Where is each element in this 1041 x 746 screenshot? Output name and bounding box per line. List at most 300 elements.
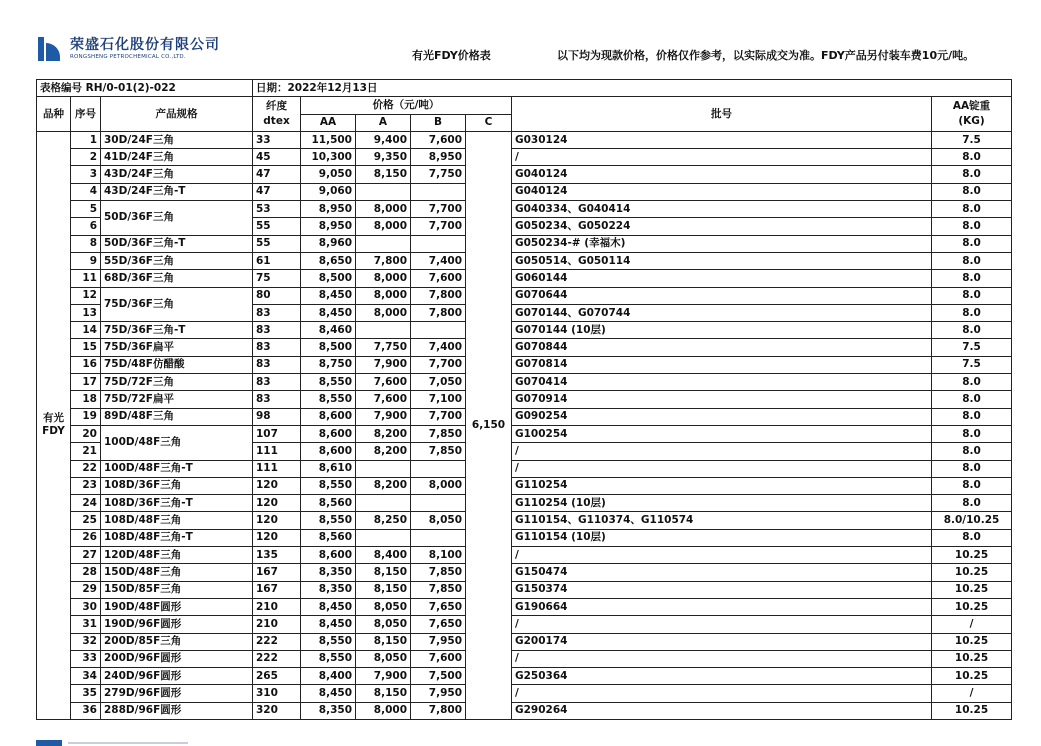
price-b-cell: 7,800 xyxy=(411,702,466,719)
price-aa-cell: 8,460 xyxy=(301,322,356,339)
spec-cell: 190D/96F圆形 xyxy=(101,616,253,633)
spec-cell: 108D/48F三角 xyxy=(101,512,253,529)
dtex-cell: 45 xyxy=(253,149,301,166)
seq-cell: 9 xyxy=(71,252,101,269)
seq-cell: 23 xyxy=(71,477,101,494)
price-a-cell xyxy=(356,529,411,546)
price-b-cell: 7,850 xyxy=(411,425,466,442)
spec-cell: 75D/36F三角-T xyxy=(101,322,253,339)
price-a-cell: 8,050 xyxy=(356,598,411,615)
dtex-cell: 120 xyxy=(253,477,301,494)
price-a-cell: 8,400 xyxy=(356,547,411,564)
col-batch: 批号 xyxy=(512,97,932,132)
batch-cell: / xyxy=(512,547,932,564)
price-aa-cell: 8,610 xyxy=(301,460,356,477)
table-row xyxy=(37,166,1012,183)
aa-weight-cell: 8.0 xyxy=(932,201,1012,218)
price-b-cell: 7,600 xyxy=(411,131,466,148)
table-row xyxy=(37,322,1012,339)
price-aa-cell: 9,050 xyxy=(301,166,356,183)
price-a-cell: 9,400 xyxy=(356,131,411,148)
col-fineness-unit: dtex xyxy=(263,115,290,128)
aa-weight-cell: 8.0 xyxy=(932,235,1012,252)
price-a-cell xyxy=(356,322,411,339)
dtex-cell: 120 xyxy=(253,529,301,546)
spec-cell: 200D/85F三角 xyxy=(101,633,253,650)
document-title: 有光FDY价格表 xyxy=(412,49,491,62)
dtex-cell: 47 xyxy=(253,183,301,200)
spec-cell: 68D/36F三角 xyxy=(101,270,253,287)
spec-cell: 150D/48F三角 xyxy=(101,564,253,581)
price-aa-cell: 8,750 xyxy=(301,356,356,373)
spec-cell: 150D/85F三角 xyxy=(101,581,253,598)
aa-weight-cell: 8.0 xyxy=(932,287,1012,304)
price-aa-cell: 11,500 xyxy=(301,131,356,148)
price-a-cell xyxy=(356,183,411,200)
batch-cell: G040124 xyxy=(512,166,932,183)
price-b-cell: 7,700 xyxy=(411,356,466,373)
price-b-cell: 7,850 xyxy=(411,581,466,598)
col-price-b: B xyxy=(411,114,466,131)
batch-cell: G110254 xyxy=(512,477,932,494)
aa-weight-cell: 8.0/10.25 xyxy=(932,512,1012,529)
batch-cell: / xyxy=(512,443,932,460)
price-a-cell: 7,600 xyxy=(356,391,411,408)
table-row xyxy=(37,201,1012,218)
price-b-cell: 7,500 xyxy=(411,668,466,685)
price-aa-cell: 9,060 xyxy=(301,183,356,200)
seq-cell: 31 xyxy=(71,616,101,633)
seq-cell: 6 xyxy=(71,218,101,235)
dtex-cell: 98 xyxy=(253,408,301,425)
col-price-aa: AA xyxy=(301,114,356,131)
dtex-cell: 83 xyxy=(253,339,301,356)
price-aa-cell: 8,600 xyxy=(301,425,356,442)
spec-cell: 41D/24F三角 xyxy=(101,149,253,166)
dtex-cell: 47 xyxy=(253,166,301,183)
price-b-cell: 8,000 xyxy=(411,477,466,494)
batch-cell: G090254 xyxy=(512,408,932,425)
price-aa-cell: 8,560 xyxy=(301,529,356,546)
price-aa-cell: 8,560 xyxy=(301,495,356,512)
table-row xyxy=(37,650,1012,667)
price-aa-cell: 10,300 xyxy=(301,149,356,166)
spec-cell: 75D/36F扁平 xyxy=(101,339,253,356)
price-b-cell xyxy=(411,183,466,200)
aa-weight-cell: 8.0 xyxy=(932,460,1012,477)
table-row xyxy=(37,616,1012,633)
seq-cell: 1 xyxy=(71,131,101,148)
col-price-group: 价格（元/吨） xyxy=(301,97,512,114)
seq-cell: 26 xyxy=(71,529,101,546)
document-note: 以下均为现款价格，价格仅作参考，以实际成交为准。FDY产品另付装车费10元/吨。 xyxy=(557,49,975,62)
price-b-cell: 7,750 xyxy=(411,166,466,183)
aa-weight-cell: 10.25 xyxy=(932,547,1012,564)
spec-cell: 100D/48F三角 xyxy=(101,425,253,460)
price-b-cell xyxy=(411,460,466,477)
price-aa-cell: 8,350 xyxy=(301,564,356,581)
batch-cell: G110154、G110374、G110574 xyxy=(512,512,932,529)
dtex-cell: 320 xyxy=(253,702,301,719)
table-row xyxy=(37,581,1012,598)
seq-cell: 14 xyxy=(71,322,101,339)
price-b-cell xyxy=(411,495,466,512)
form-number: 表格编号 RH/0-01(2)-022 xyxy=(37,80,253,97)
price-b-cell xyxy=(411,235,466,252)
batch-cell: G110154 (10层) xyxy=(512,529,932,546)
price-b-cell xyxy=(411,529,466,546)
table-row xyxy=(37,598,1012,615)
price-a-cell: 7,600 xyxy=(356,374,411,391)
price-b-cell: 7,050 xyxy=(411,374,466,391)
batch-cell: G190664 xyxy=(512,598,932,615)
rongsheng-logo-icon xyxy=(36,35,64,63)
col-seq: 序号 xyxy=(71,97,101,132)
company-name-cn: 荣盛石化股份有限公司 xyxy=(70,37,220,53)
spec-cell: 108D/36F三角-T xyxy=(101,495,253,512)
company-logo xyxy=(36,34,220,64)
dtex-cell: 111 xyxy=(253,460,301,477)
table-row xyxy=(37,685,1012,702)
table-row xyxy=(37,633,1012,650)
price-a-cell: 8,050 xyxy=(356,616,411,633)
batch-cell: G040124 xyxy=(512,183,932,200)
col-spec: 产品规格 xyxy=(101,97,253,132)
seq-cell: 11 xyxy=(71,270,101,287)
dtex-cell: 210 xyxy=(253,598,301,615)
price-aa-cell: 8,450 xyxy=(301,616,356,633)
price-a-cell: 7,800 xyxy=(356,252,411,269)
aa-weight-cell: 10.25 xyxy=(932,702,1012,719)
spec-cell: 55D/36F三角 xyxy=(101,252,253,269)
col-aa-weight-label: AA锭重 xyxy=(952,100,991,113)
table-row xyxy=(37,149,1012,166)
aa-weight-cell: 7.5 xyxy=(932,131,1012,148)
table-row xyxy=(37,235,1012,252)
aa-weight-cell: 8.0 xyxy=(932,149,1012,166)
table-row xyxy=(37,408,1012,425)
spec-cell: 30D/24F三角 xyxy=(101,131,253,148)
spec-cell: 279D/96F圆形 xyxy=(101,685,253,702)
price-a-cell: 7,900 xyxy=(356,356,411,373)
price-a-cell: 8,200 xyxy=(356,477,411,494)
price-aa-cell: 8,350 xyxy=(301,581,356,598)
spec-cell: 50D/36F三角-T xyxy=(101,235,253,252)
seq-cell: 3 xyxy=(71,166,101,183)
price-b-cell: 7,700 xyxy=(411,218,466,235)
seq-cell: 21 xyxy=(71,443,101,460)
seq-cell: 5 xyxy=(71,201,101,218)
price-a-cell: 8,150 xyxy=(356,581,411,598)
spec-cell: 43D/24F三角 xyxy=(101,166,253,183)
table-row xyxy=(37,529,1012,546)
price-aa-cell: 8,600 xyxy=(301,443,356,460)
price-b-cell: 7,950 xyxy=(411,633,466,650)
batch-cell: G070814 xyxy=(512,356,932,373)
table-row xyxy=(37,477,1012,494)
seq-cell: 16 xyxy=(71,356,101,373)
aa-weight-cell: 8.0 xyxy=(932,495,1012,512)
price-aa-cell: 8,450 xyxy=(301,287,356,304)
aa-weight-cell: 8.0 xyxy=(932,166,1012,183)
price-a-cell: 8,250 xyxy=(356,512,411,529)
variety-cell: 有光FDY xyxy=(37,131,71,719)
price-a-cell: 8,000 xyxy=(356,702,411,719)
spec-cell: 75D/72F三角 xyxy=(101,374,253,391)
dtex-cell: 107 xyxy=(253,425,301,442)
spec-cell: 75D/72F扁平 xyxy=(101,391,253,408)
aa-weight-cell: 8.0 xyxy=(932,183,1012,200)
price-b-cell: 7,700 xyxy=(411,408,466,425)
table-row xyxy=(37,425,1012,442)
seq-cell: 22 xyxy=(71,460,101,477)
aa-weight-cell: / xyxy=(932,685,1012,702)
batch-cell: G290264 xyxy=(512,702,932,719)
table-row xyxy=(37,252,1012,269)
col-fineness-label: 纤度 xyxy=(266,100,287,113)
price-b-cell: 7,850 xyxy=(411,564,466,581)
price-b-cell: 7,800 xyxy=(411,287,466,304)
dtex-cell: 310 xyxy=(253,685,301,702)
dtex-cell: 80 xyxy=(253,287,301,304)
table-row xyxy=(37,512,1012,529)
price-a-cell: 8,200 xyxy=(356,443,411,460)
seq-cell: 28 xyxy=(71,564,101,581)
seq-cell: 24 xyxy=(71,495,101,512)
price-a-cell: 8,000 xyxy=(356,218,411,235)
price-aa-cell: 8,550 xyxy=(301,374,356,391)
batch-cell: / xyxy=(512,650,932,667)
dtex-cell: 222 xyxy=(253,633,301,650)
aa-weight-cell: 10.25 xyxy=(932,598,1012,615)
company-name-en: RONGSHENG PETROCHEMICAL CO.,LTD. xyxy=(70,54,186,60)
seq-cell: 12 xyxy=(71,287,101,304)
price-b-cell: 8,050 xyxy=(411,512,466,529)
dtex-cell: 222 xyxy=(253,650,301,667)
price-a-cell: 8,000 xyxy=(356,287,411,304)
aa-weight-cell: 8.0 xyxy=(932,443,1012,460)
seq-cell: 33 xyxy=(71,650,101,667)
price-aa-cell: 8,550 xyxy=(301,650,356,667)
price-a-cell: 8,150 xyxy=(356,633,411,650)
price-aa-cell: 8,550 xyxy=(301,512,356,529)
aa-weight-cell: 8.0 xyxy=(932,218,1012,235)
page-header xyxy=(0,0,1041,82)
spec-cell: 200D/96F圆形 xyxy=(101,650,253,667)
dtex-cell: 120 xyxy=(253,495,301,512)
table-row xyxy=(37,374,1012,391)
price-aa-cell: 8,550 xyxy=(301,633,356,650)
dtex-cell: 120 xyxy=(253,512,301,529)
batch-cell: G070844 xyxy=(512,339,932,356)
price-aa-cell: 8,550 xyxy=(301,477,356,494)
dtex-cell: 265 xyxy=(253,668,301,685)
spec-cell: 240D/96F圆形 xyxy=(101,668,253,685)
seq-cell: 15 xyxy=(71,339,101,356)
batch-cell: G050234-# (幸福木) xyxy=(512,235,932,252)
dtex-cell: 75 xyxy=(253,270,301,287)
table-row xyxy=(37,564,1012,581)
price-aa-cell: 8,550 xyxy=(301,391,356,408)
spec-cell: 43D/24F三角-T xyxy=(101,183,253,200)
price-table xyxy=(36,79,1012,720)
price-a-cell: 8,150 xyxy=(356,166,411,183)
spec-cell: 108D/36F三角 xyxy=(101,477,253,494)
spec-cell: 75D/48F仿醋酸 xyxy=(101,356,253,373)
dtex-cell: 55 xyxy=(253,218,301,235)
col-variety: 品种 xyxy=(37,97,71,132)
table-row xyxy=(37,702,1012,719)
price-aa-cell: 8,500 xyxy=(301,270,356,287)
seq-cell: 30 xyxy=(71,598,101,615)
spec-cell: 190D/48F圆形 xyxy=(101,598,253,615)
price-aa-cell: 8,350 xyxy=(301,702,356,719)
table-row xyxy=(37,460,1012,477)
aa-weight-cell: 8.0 xyxy=(932,270,1012,287)
price-a-cell xyxy=(356,235,411,252)
col-price-a: A xyxy=(356,114,411,131)
batch-cell: G150374 xyxy=(512,581,932,598)
price-a-cell: 8,050 xyxy=(356,650,411,667)
price-c-cell: 6,150 xyxy=(466,131,512,719)
price-aa-cell: 8,500 xyxy=(301,339,356,356)
spec-cell: 120D/48F三角 xyxy=(101,547,253,564)
table-row xyxy=(37,183,1012,200)
price-a-cell xyxy=(356,460,411,477)
aa-weight-cell: 7.5 xyxy=(932,339,1012,356)
price-a-cell: 7,900 xyxy=(356,408,411,425)
col-aa-weight-unit: (KG) xyxy=(958,115,985,128)
aa-weight-cell: 10.25 xyxy=(932,564,1012,581)
dtex-cell: 83 xyxy=(253,322,301,339)
batch-cell: G100254 xyxy=(512,425,932,442)
table-row xyxy=(37,391,1012,408)
aa-weight-cell: 8.0 xyxy=(932,477,1012,494)
dtex-cell: 135 xyxy=(253,547,301,564)
seq-cell: 2 xyxy=(71,149,101,166)
batch-cell: G250364 xyxy=(512,668,932,685)
seq-cell: 8 xyxy=(71,235,101,252)
aa-weight-cell: / xyxy=(932,616,1012,633)
price-aa-cell: 8,400 xyxy=(301,668,356,685)
seq-cell: 13 xyxy=(71,304,101,321)
dtex-cell: 210 xyxy=(253,616,301,633)
price-a-cell: 8,200 xyxy=(356,425,411,442)
price-aa-cell: 8,450 xyxy=(301,685,356,702)
spec-cell: 288D/96F圆形 xyxy=(101,702,253,719)
price-b-cell: 7,400 xyxy=(411,339,466,356)
price-aa-cell: 8,600 xyxy=(301,408,356,425)
price-aa-cell: 8,650 xyxy=(301,252,356,269)
spec-cell: 50D/36F三角 xyxy=(101,201,253,236)
spec-cell: 75D/36F三角 xyxy=(101,287,253,322)
price-b-cell: 7,650 xyxy=(411,598,466,615)
price-b-cell: 7,600 xyxy=(411,650,466,667)
footer-logo-icon xyxy=(36,738,196,746)
price-aa-cell: 8,600 xyxy=(301,547,356,564)
price-b-cell xyxy=(411,322,466,339)
batch-cell: G030124 xyxy=(512,131,932,148)
batch-cell: / xyxy=(512,616,932,633)
price-aa-cell: 8,450 xyxy=(301,304,356,321)
dtex-cell: 83 xyxy=(253,391,301,408)
aa-weight-cell: 10.25 xyxy=(932,633,1012,650)
batch-cell: G040334、G040414 xyxy=(512,201,932,218)
price-b-cell: 7,950 xyxy=(411,685,466,702)
seq-cell: 19 xyxy=(71,408,101,425)
batch-cell: G060144 xyxy=(512,270,932,287)
batch-cell: G070914 xyxy=(512,391,932,408)
aa-weight-cell: 10.25 xyxy=(932,581,1012,598)
col-price-c: C xyxy=(466,114,512,131)
price-aa-cell: 8,950 xyxy=(301,218,356,235)
dtex-cell: 83 xyxy=(253,374,301,391)
aa-weight-cell: 8.0 xyxy=(932,391,1012,408)
batch-cell: / xyxy=(512,149,932,166)
price-a-cell xyxy=(356,495,411,512)
table-row xyxy=(37,287,1012,304)
col-aa-weight xyxy=(932,97,1012,132)
aa-weight-cell: 8.0 xyxy=(932,304,1012,321)
dtex-cell: 53 xyxy=(253,201,301,218)
aa-weight-cell: 8.0 xyxy=(932,374,1012,391)
seq-cell: 4 xyxy=(71,183,101,200)
seq-cell: 34 xyxy=(71,668,101,685)
price-b-cell: 7,600 xyxy=(411,270,466,287)
dtex-cell: 61 xyxy=(253,252,301,269)
price-aa-cell: 8,950 xyxy=(301,201,356,218)
price-aa-cell: 8,960 xyxy=(301,235,356,252)
price-b-cell: 7,850 xyxy=(411,443,466,460)
price-a-cell: 8,000 xyxy=(356,270,411,287)
spec-cell: 89D/48F三角 xyxy=(101,408,253,425)
batch-cell: G070644 xyxy=(512,287,932,304)
price-b-cell: 8,100 xyxy=(411,547,466,564)
seq-cell: 25 xyxy=(71,512,101,529)
table-row xyxy=(37,270,1012,287)
aa-weight-cell: 8.0 xyxy=(932,252,1012,269)
price-b-cell: 7,400 xyxy=(411,252,466,269)
col-fineness xyxy=(253,97,301,132)
dtex-cell: 33 xyxy=(253,131,301,148)
aa-weight-cell: 8.0 xyxy=(932,408,1012,425)
seq-cell: 36 xyxy=(71,702,101,719)
seq-cell: 29 xyxy=(71,581,101,598)
table-row xyxy=(37,547,1012,564)
price-a-cell: 8,150 xyxy=(356,685,411,702)
dtex-cell: 83 xyxy=(253,356,301,373)
price-b-cell: 7,100 xyxy=(411,391,466,408)
price-a-cell: 7,750 xyxy=(356,339,411,356)
seq-cell: 32 xyxy=(71,633,101,650)
aa-weight-cell: 8.0 xyxy=(932,425,1012,442)
price-a-cell: 8,150 xyxy=(356,564,411,581)
spec-cell: 108D/48F三角-T xyxy=(101,529,253,546)
batch-cell: G070144 (10层) xyxy=(512,322,932,339)
batch-cell: G050514、G050114 xyxy=(512,252,932,269)
dtex-cell: 111 xyxy=(253,443,301,460)
seq-cell: 27 xyxy=(71,547,101,564)
aa-weight-cell: 8.0 xyxy=(932,529,1012,546)
price-a-cell: 9,350 xyxy=(356,149,411,166)
seq-cell: 18 xyxy=(71,391,101,408)
seq-cell: 35 xyxy=(71,685,101,702)
price-a-cell: 8,000 xyxy=(356,304,411,321)
dtex-cell: 55 xyxy=(253,235,301,252)
batch-cell: / xyxy=(512,685,932,702)
dtex-cell: 167 xyxy=(253,581,301,598)
table-row xyxy=(37,131,1012,148)
